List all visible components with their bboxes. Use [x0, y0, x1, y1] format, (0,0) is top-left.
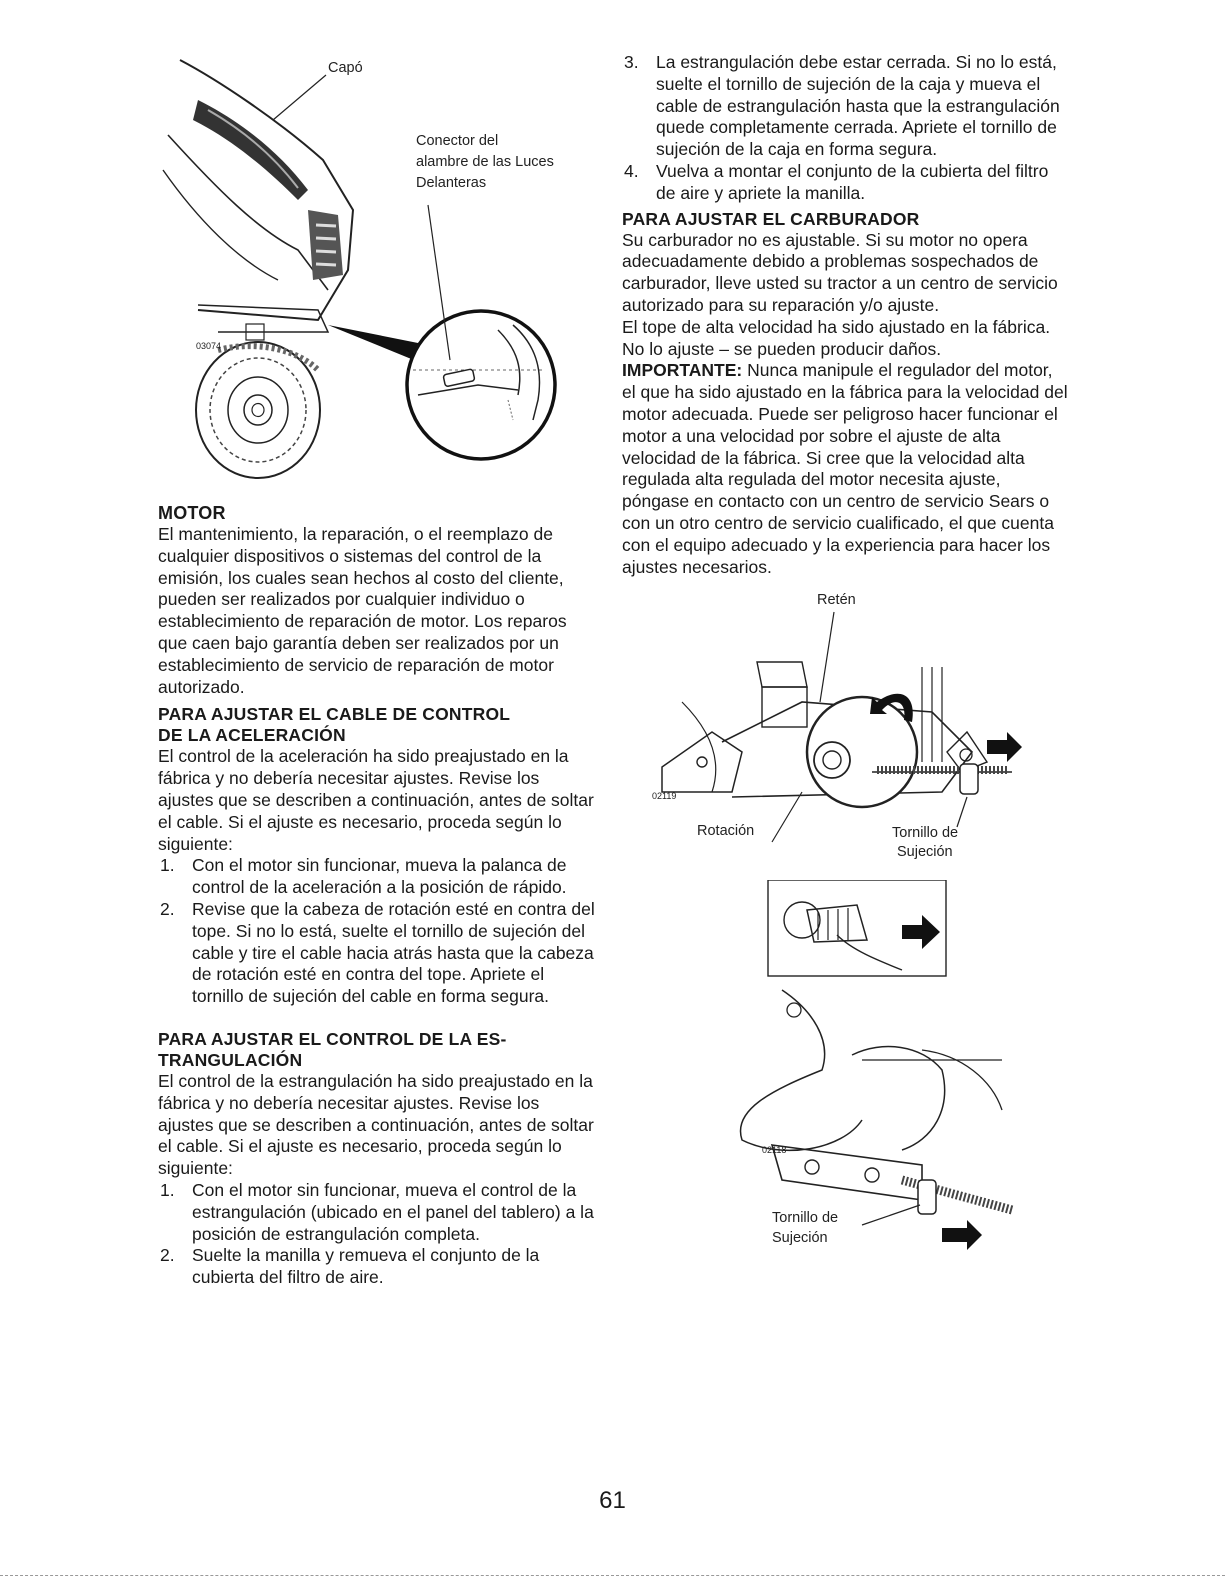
- hood-illustration: [158, 40, 598, 480]
- bottom-divider: [0, 1575, 1225, 1576]
- choke-steps-left: [158, 1180, 598, 1289]
- choke-intro: El control de la estrangulación ha sido preajustado en la fábrica y no debería necesitar ajustes. Revise los ajustes que se describen a continuación, antes de soltar el cable. Si el ajuste es necesario, proceda según lo siguiente:: [158, 1070, 594, 1179]
- rotation-label: Rotación: [697, 823, 755, 840]
- throttle-intro: El control de la aceleración ha sido preajustado en la fábrica y no debería necesitar ajustes. Revise los ajustes que se describen a continuación, antes de soltar el cable. Si el ajuste es necesario, proceda según lo siguiente:: [158, 746, 594, 854]
- connector-label-line2: alambre de las Luces: [416, 154, 554, 170]
- carburetor-text-2: El tope de alta velocidad ha sido ajustado en la fábrica. No lo ajuste – se pueden producir daños.: [622, 316, 1051, 359]
- important-label: IMPORTANTE:: [622, 360, 743, 381]
- list-item: 2. Revise que la cabeza de rotación esté en contra del tope. Si no lo está, suelte el tornillo de sujeción del cable y tire el cable hacia atrás hasta que la cabeza de rotación esté en contra del tope. Apriete el tornillo de sujeción del cable en forma segura.: [160, 898, 595, 1007]
- motor-text: El mantenimiento, la reparación, o el reemplazo de cualquier dispositivos o sistemas del control de la emisión, los cuales sean hechos al costo del cliente, pueden ser realizados por cualquier individuo o establecimiento de reparación de motor. Los reparos que caen bajo garantía deben ser realizados por un establecimiento de servicio de reparación de motor autorizado.: [158, 524, 567, 697]
- choke-heading-line1: PARA AJUSTAR EL CONTROL DE LA ES-: [158, 1028, 507, 1049]
- figure2-code: 02119: [652, 791, 677, 802]
- figure3-code: 02118: [762, 1145, 787, 1156]
- hood-label: Capó: [328, 60, 363, 76]
- stop-label: Retén: [817, 592, 856, 609]
- carburetor-heading: PARA AJUSTAR EL CARBURADOR: [622, 208, 920, 229]
- list-item: 1. Con el motor sin funcionar, mueva el control de la estrangulación (ubicado en el panel del tablero) a la posición de estrangulación completa.: [160, 1179, 594, 1244]
- front-lights-connector-figure: [158, 40, 598, 480]
- throttle-stop-figure: [622, 592, 1070, 872]
- throttle-stop-illustration: [622, 592, 1070, 872]
- screw-label-line1: Tornillo de: [772, 1210, 839, 1227]
- motor-heading: MOTOR: [158, 503, 226, 523]
- carburetor-text-1: Su carburador no es ajustable. Si su motor no opera adecuadamente debido a problemas sospechados de carburador, lleve usted su tractor a un centro de servicio autorizado para su reparación y/o ajuste.: [622, 229, 1058, 315]
- choke-steps-right: [622, 52, 1070, 205]
- choke-cable-figure: [622, 880, 1070, 1280]
- page-number: 61: [599, 1487, 626, 1514]
- choke-cable-illustration: [622, 880, 1070, 1280]
- choke-heading-line2: TRANGULACIÓN: [158, 1049, 303, 1070]
- figure1-code: 03074: [196, 341, 222, 351]
- list-item: 2. Suelte la manilla y remueva el conjunto de la cubierta del filtro de aire.: [160, 1245, 540, 1288]
- list-item: 1. Con el motor sin funcionar, mueva la palanca de control de la aceleración a la posición de rápido.: [160, 855, 567, 898]
- important-note: [622, 360, 1070, 578]
- throttle-steps: [158, 855, 598, 1008]
- screw-label-line2: Sujeción: [897, 844, 953, 861]
- connector-label-line1: Conector del: [416, 133, 499, 149]
- throttle-heading-line1: PARA AJUSTAR EL CABLE DE CONTROL: [158, 704, 511, 725]
- screw-label-line2: Sujeción: [772, 1230, 828, 1247]
- connector-label-line3: Delanteras: [416, 175, 487, 191]
- right-column: [622, 52, 1070, 1280]
- list-item: 4. Vuelva a montar el conjunto de la cubierta del filtro de aire y apriete la manilla.: [624, 160, 1049, 203]
- list-item: 3. La estrangulación debe estar cerrada. Si no lo está, suelte el tornillo de sujeción de la caja y mueva el cable de estrangulación hasta que la estrangulación quede completamente cerrada. Apriete el tornillo de sujeción de la caja en forma segura.: [624, 52, 1060, 160]
- left-column: [158, 40, 598, 1289]
- throttle-heading-line2: DE LA ACELERACIÓN: [158, 725, 346, 746]
- screw-label-line1: Tornillo de: [892, 825, 959, 842]
- important-text: Nunca manipule el regulador del motor, el que ha sido ajustado en la fábrica para la velocidad del motor adecuada. Puede ser peligroso hacer funcionar el motor a una velocidad por sobre el ajuste de alta velocidad de la fábrica. Si cree que la velocidad alta regulada alta regulada del motor necesita ajuste, póngase en contacto con un centro de servicio Sears o con un otro centro de servicio cualificado, el que cuenta con el equipo adecuado y la experiencia para hacer los ajustes necesarios.: [622, 360, 1068, 577]
